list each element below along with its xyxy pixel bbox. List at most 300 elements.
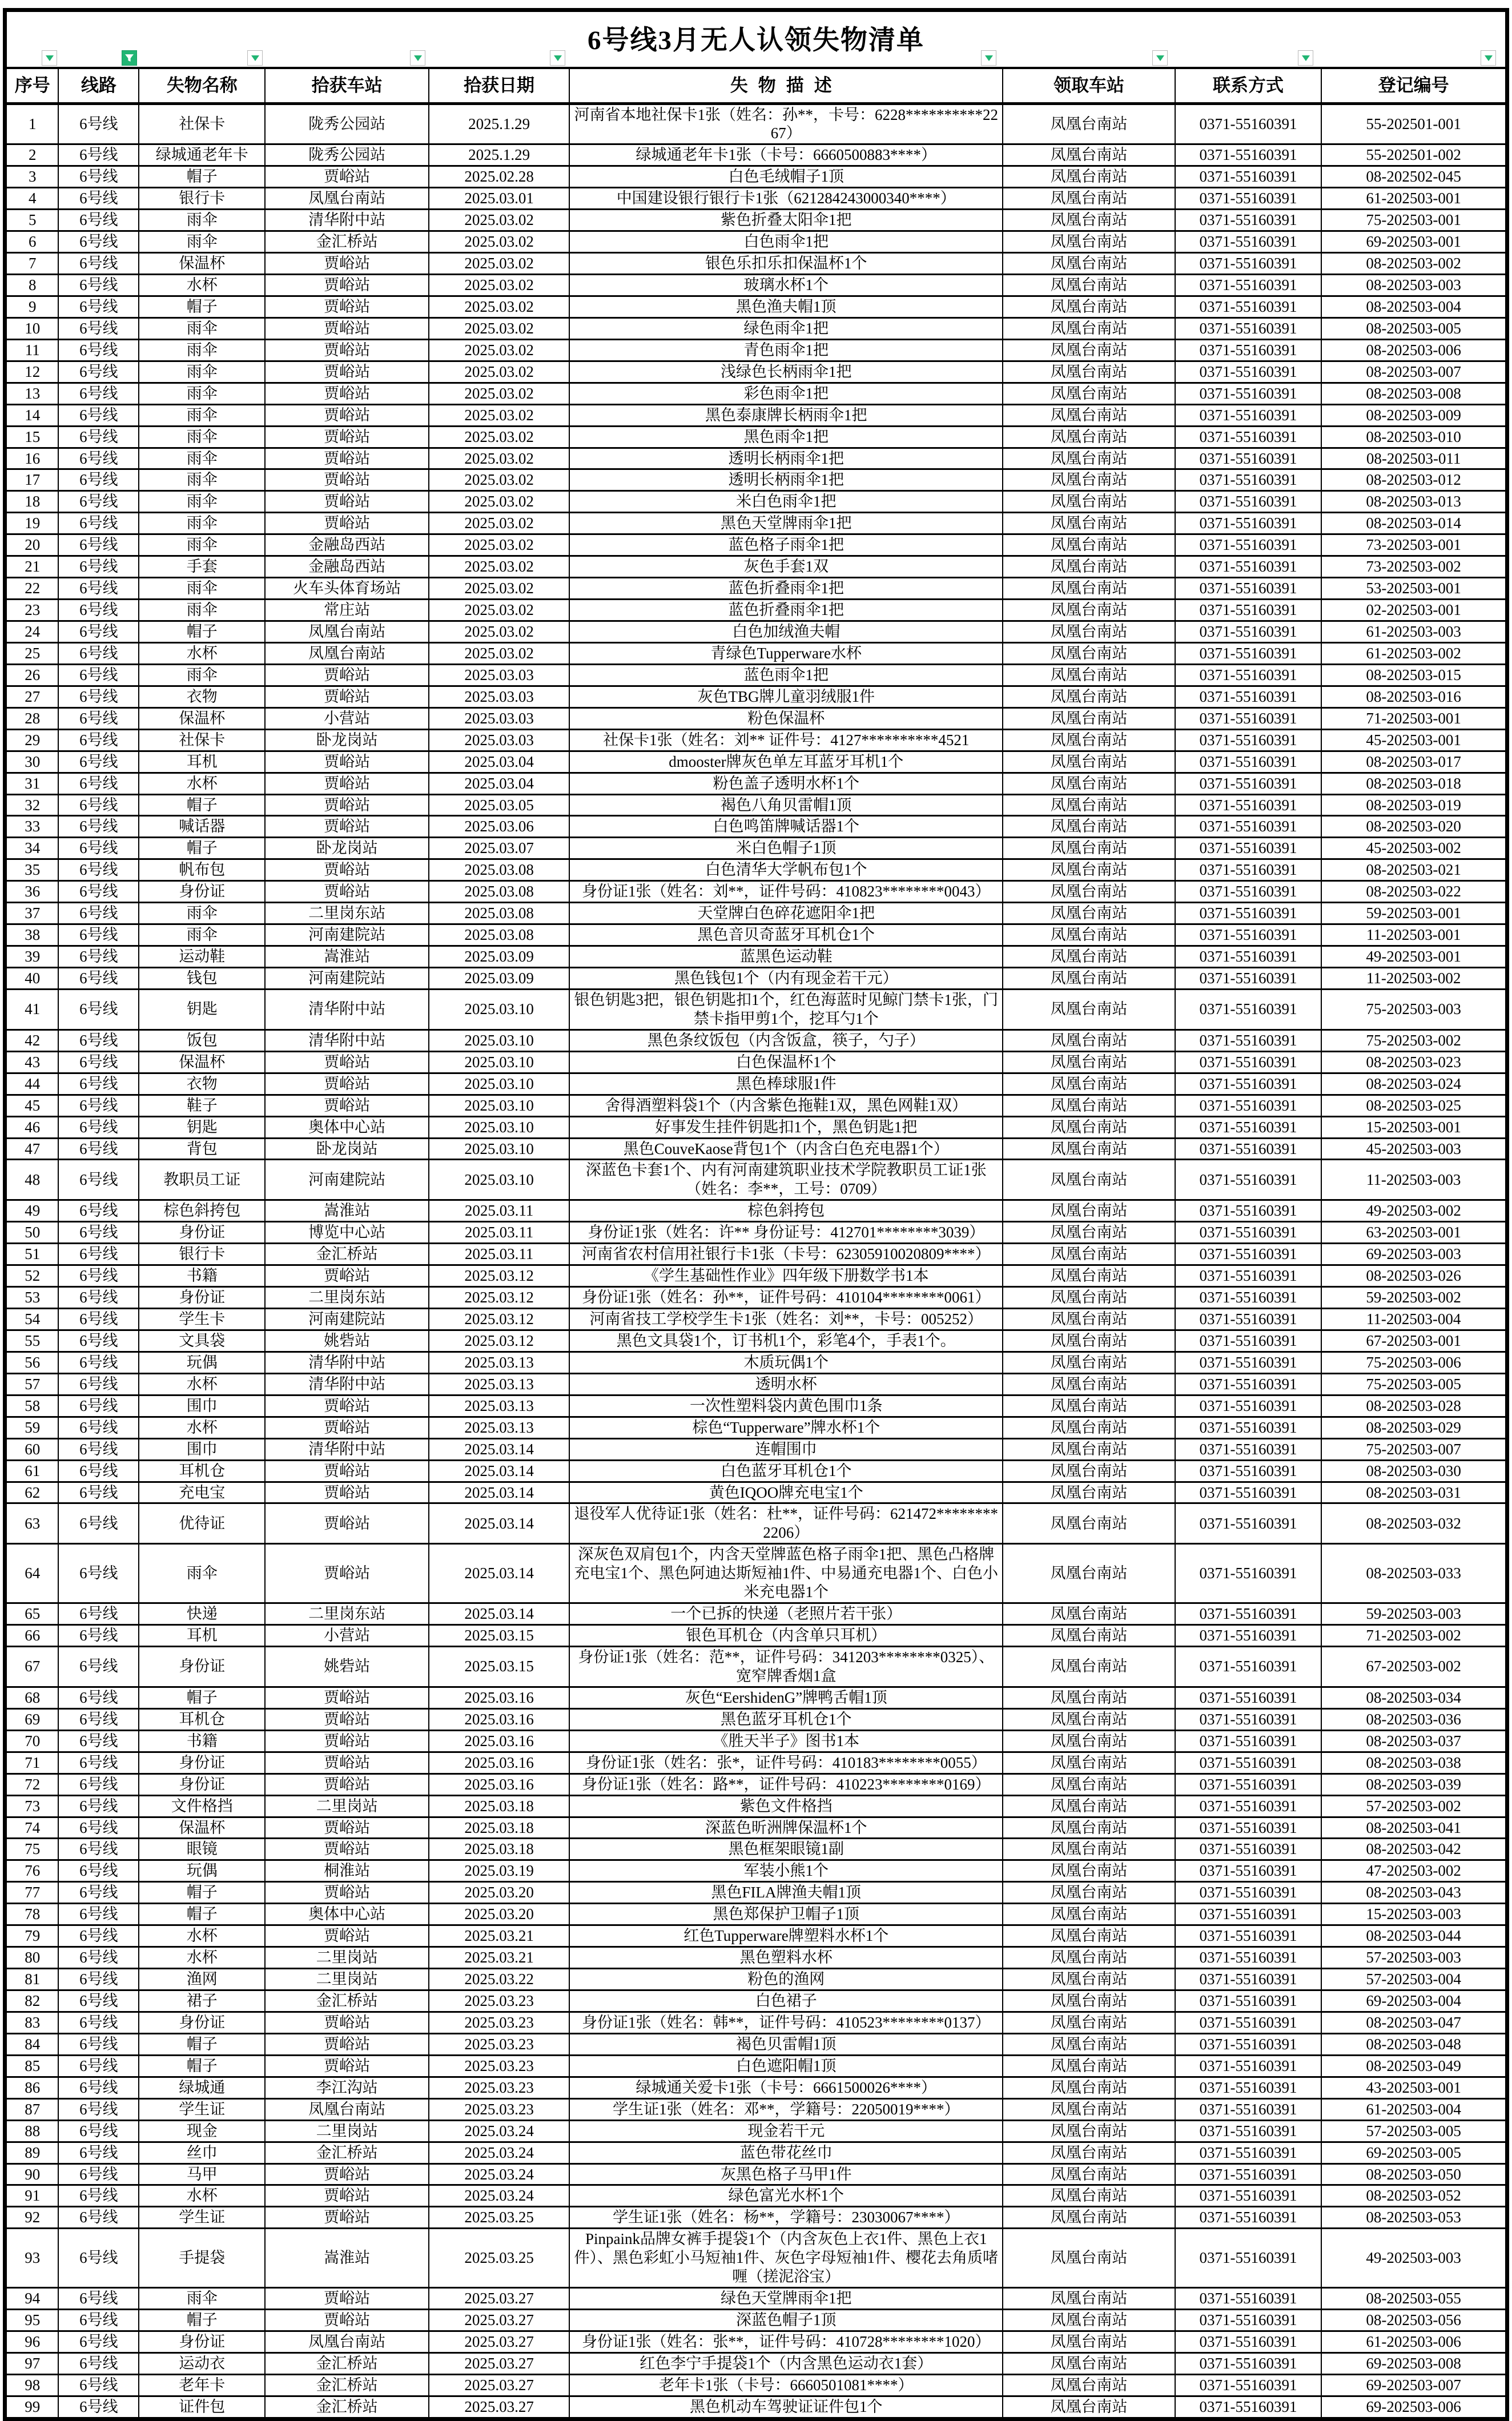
cell-date[interactable]: 2025.03.27 <box>429 2288 569 2310</box>
cell-contact[interactable]: 0371-55160391 <box>1175 621 1321 643</box>
cell-line[interactable]: 6号线 <box>58 383 139 404</box>
cell-seq[interactable]: 29 <box>7 729 58 751</box>
cell-date[interactable]: 2025.03.03 <box>429 729 569 751</box>
cell-station[interactable]: 贾峪站 <box>265 1708 429 1730</box>
cell-reg[interactable]: 02-202503-001 <box>1321 600 1505 621</box>
cell-date[interactable]: 2025.03.24 <box>429 2185 569 2207</box>
cell-line[interactable]: 6号线 <box>58 1687 139 1708</box>
cell-contact[interactable]: 0371-55160391 <box>1175 1904 1321 1925</box>
cell-line[interactable]: 6号线 <box>58 534 139 556</box>
cell-station[interactable]: 奥体中心站 <box>265 1116 429 1138</box>
cell-item[interactable]: 雨伞 <box>139 339 265 361</box>
cell-item[interactable]: 身份证 <box>139 2012 265 2033</box>
cell-claim[interactable]: 凤凰台南站 <box>1003 2374 1175 2396</box>
cell-contact[interactable]: 0371-55160391 <box>1175 1051 1321 1073</box>
cell-station[interactable]: 贾峪站 <box>265 339 429 361</box>
cell-item[interactable]: 帆布包 <box>139 859 265 881</box>
cell-contact[interactable]: 0371-55160391 <box>1175 1482 1321 1503</box>
cell-desc[interactable]: 黑色框架眼镜1副 <box>569 1839 1003 1860</box>
cell-date[interactable]: 2025.03.27 <box>429 2352 569 2374</box>
cell-claim[interactable]: 凤凰台南站 <box>1003 1647 1175 1687</box>
cell-seq[interactable]: 47 <box>7 1138 58 1160</box>
cell-seq[interactable]: 37 <box>7 903 58 924</box>
cell-date[interactable]: 2025.03.13 <box>429 1352 569 1373</box>
cell-claim[interactable]: 凤凰台南站 <box>1003 491 1175 513</box>
cell-line[interactable]: 6号线 <box>58 2120 139 2142</box>
cell-item[interactable]: 帽子 <box>139 838 265 859</box>
cell-station[interactable]: 清华附中站 <box>265 989 429 1029</box>
cell-station[interactable]: 贾峪站 <box>265 1482 429 1503</box>
cell-seq[interactable]: 11 <box>7 339 58 361</box>
cell-reg[interactable]: 69-202503-007 <box>1321 2374 1505 2396</box>
cell-seq[interactable]: 84 <box>7 2033 58 2055</box>
cell-date[interactable]: 2025.03.02 <box>429 600 569 621</box>
cell-reg[interactable]: 08-202503-023 <box>1321 1051 1505 1073</box>
cell-claim[interactable]: 凤凰台南站 <box>1003 2077 1175 2098</box>
cell-date[interactable]: 2025.03.11 <box>429 1222 569 1244</box>
cell-desc[interactable]: 现金若干元 <box>569 2120 1003 2142</box>
filter-funnel-icon[interactable] <box>122 50 137 66</box>
cell-station[interactable]: 贾峪站 <box>265 2185 429 2207</box>
cell-item[interactable]: 水杯 <box>139 642 265 664</box>
cell-item[interactable]: 雨伞 <box>139 534 265 556</box>
cell-reg[interactable]: 11-202503-004 <box>1321 1309 1505 1330</box>
cell-reg[interactable]: 71-202503-001 <box>1321 707 1505 729</box>
cell-date[interactable]: 2025.03.08 <box>429 924 569 946</box>
cell-seq[interactable]: 89 <box>7 2142 58 2163</box>
cell-desc[interactable]: 蓝色带花丝巾 <box>569 2142 1003 2163</box>
cell-line[interactable]: 6号线 <box>58 1860 139 1882</box>
cell-item[interactable]: 银行卡 <box>139 188 265 210</box>
cell-contact[interactable]: 0371-55160391 <box>1175 1817 1321 1839</box>
cell-date[interactable]: 2025.03.15 <box>429 1625 569 1647</box>
cell-date[interactable]: 2025.03.02 <box>429 361 569 383</box>
cell-seq[interactable]: 43 <box>7 1051 58 1073</box>
cell-station[interactable]: 凤凰台南站 <box>265 642 429 664</box>
cell-claim[interactable]: 凤凰台南站 <box>1003 1990 1175 2012</box>
cell-reg[interactable]: 45-202503-003 <box>1321 1138 1505 1160</box>
cell-station[interactable]: 贾峪站 <box>265 448 429 469</box>
cell-contact[interactable]: 0371-55160391 <box>1175 491 1321 513</box>
cell-station[interactable]: 贾峪站 <box>265 1051 429 1073</box>
cell-claim[interactable]: 凤凰台南站 <box>1003 707 1175 729</box>
cell-item[interactable]: 帽子 <box>139 166 265 188</box>
cell-line[interactable]: 6号线 <box>58 989 139 1029</box>
column-header-station[interactable]: 拾获车站 <box>265 69 429 103</box>
cell-station[interactable]: 河南建院站 <box>265 924 429 946</box>
cell-seq[interactable]: 52 <box>7 1265 58 1287</box>
cell-desc[interactable]: 社保卡1张（姓名：刘** 证件号：4127**********4521 <box>569 729 1003 751</box>
cell-line[interactable]: 6号线 <box>58 2098 139 2120</box>
cell-line[interactable]: 6号线 <box>58 1817 139 1839</box>
cell-station[interactable]: 金汇桥站 <box>265 1244 429 1265</box>
cell-contact[interactable]: 0371-55160391 <box>1175 1309 1321 1330</box>
cell-item[interactable]: 帽子 <box>139 621 265 643</box>
cell-seq[interactable]: 65 <box>7 1603 58 1625</box>
cell-item[interactable]: 喊话器 <box>139 816 265 838</box>
cell-line[interactable]: 6号线 <box>58 2310 139 2331</box>
cell-seq[interactable]: 31 <box>7 773 58 794</box>
cell-reg[interactable]: 11-202503-003 <box>1321 1160 1505 1200</box>
cell-line[interactable]: 6号线 <box>58 1947 139 1969</box>
cell-station[interactable]: 奥体中心站 <box>265 1904 429 1925</box>
cell-contact[interactable]: 0371-55160391 <box>1175 664 1321 686</box>
cell-claim[interactable]: 凤凰台南站 <box>1003 1773 1175 1795</box>
cell-item[interactable]: 帽子 <box>139 296 265 317</box>
cell-item[interactable]: 钥匙 <box>139 989 265 1029</box>
cell-line[interactable]: 6号线 <box>58 2055 139 2077</box>
cell-item[interactable]: 雨伞 <box>139 2288 265 2310</box>
cell-desc[interactable]: 银色乐扣乐扣保温杯1个 <box>569 253 1003 275</box>
cell-line[interactable]: 6号线 <box>58 2331 139 2353</box>
cell-date[interactable]: 2025.03.08 <box>429 903 569 924</box>
cell-desc[interactable]: 黄色IQOO牌充电宝1个 <box>569 1482 1003 1503</box>
cell-item[interactable]: 围巾 <box>139 1395 265 1417</box>
cell-reg[interactable]: 08-202503-032 <box>1321 1503 1505 1544</box>
cell-reg[interactable]: 75-202503-003 <box>1321 989 1505 1029</box>
column-header-desc[interactable]: 失物描述 <box>569 69 1003 103</box>
cell-seq[interactable]: 62 <box>7 1482 58 1503</box>
cell-contact[interactable]: 0371-55160391 <box>1175 903 1321 924</box>
cell-station[interactable]: 火车头体育场站 <box>265 578 429 600</box>
cell-item[interactable]: 钥匙 <box>139 1116 265 1138</box>
cell-reg[interactable]: 61-202503-002 <box>1321 642 1505 664</box>
cell-item[interactable]: 身份证 <box>139 1647 265 1687</box>
cell-claim[interactable]: 凤凰台南站 <box>1003 513 1175 534</box>
cell-item[interactable]: 雨伞 <box>139 1544 265 1603</box>
cell-contact[interactable]: 0371-55160391 <box>1175 1882 1321 1904</box>
cell-item[interactable]: 身份证 <box>139 2331 265 2353</box>
cell-contact[interactable]: 0371-55160391 <box>1175 816 1321 838</box>
cell-claim[interactable]: 凤凰台南站 <box>1003 1925 1175 1947</box>
cell-claim[interactable]: 凤凰台南站 <box>1003 729 1175 751</box>
cell-claim[interactable]: 凤凰台南站 <box>1003 166 1175 188</box>
cell-line[interactable]: 6号线 <box>58 1708 139 1730</box>
cell-contact[interactable]: 0371-55160391 <box>1175 1222 1321 1244</box>
cell-date[interactable]: 2025.02.28 <box>429 166 569 188</box>
cell-date[interactable]: 2025.03.23 <box>429 2077 569 2098</box>
cell-claim[interactable]: 凤凰台南站 <box>1003 1839 1175 1860</box>
cell-date[interactable]: 2025.03.02 <box>429 448 569 469</box>
cell-claim[interactable]: 凤凰台南站 <box>1003 2142 1175 2163</box>
cell-desc[interactable]: 身份证1张（姓名：许** 身份证号：412701********3039） <box>569 1222 1003 1244</box>
cell-desc[interactable]: 透明长柄雨伞1把 <box>569 448 1003 469</box>
cell-desc[interactable]: 米白色帽子1顶 <box>569 838 1003 859</box>
cell-seq[interactable]: 9 <box>7 296 58 317</box>
cell-contact[interactable]: 0371-55160391 <box>1175 1460 1321 1482</box>
cell-line[interactable]: 6号线 <box>58 1417 139 1438</box>
cell-claim[interactable]: 凤凰台南站 <box>1003 2055 1175 2077</box>
cell-reg[interactable]: 08-202503-020 <box>1321 816 1505 838</box>
cell-claim[interactable]: 凤凰台南站 <box>1003 2396 1175 2416</box>
cell-contact[interactable]: 0371-55160391 <box>1175 383 1321 404</box>
cell-reg[interactable]: 08-202503-043 <box>1321 1882 1505 1904</box>
cell-reg[interactable]: 63-202503-001 <box>1321 1222 1505 1244</box>
cell-reg[interactable]: 73-202503-001 <box>1321 534 1505 556</box>
cell-station[interactable]: 凤凰台南站 <box>265 188 429 210</box>
cell-contact[interactable]: 0371-55160391 <box>1175 773 1321 794</box>
column-header-reg[interactable]: 登记编号 <box>1321 69 1505 103</box>
cell-desc[interactable]: 蓝色折叠雨伞1把 <box>569 578 1003 600</box>
cell-date[interactable]: 2025.03.16 <box>429 1687 569 1708</box>
cell-desc[interactable]: 河南省农村信用社银行卡1张（卡号：62305910020809****） <box>569 1244 1003 1265</box>
cell-item[interactable]: 雨伞 <box>139 404 265 426</box>
cell-date[interactable]: 2025.03.23 <box>429 2033 569 2055</box>
cell-claim[interactable]: 凤凰台南站 <box>1003 2098 1175 2120</box>
cell-station[interactable]: 贾峪站 <box>265 881 429 903</box>
cell-line[interactable]: 6号线 <box>58 1160 139 1200</box>
cell-seq[interactable]: 86 <box>7 2077 58 2098</box>
cell-desc[interactable]: 深蓝色卡套1个、内有河南建筑职业技术学院教职员工证1张（姓名：李**，工号：0709） <box>569 1160 1003 1200</box>
cell-desc[interactable]: 黑色条纹饭包（内含饭盒，筷子，勺子） <box>569 1029 1003 1051</box>
cell-seq[interactable]: 17 <box>7 469 58 491</box>
cell-item[interactable]: 棕色斜挎包 <box>139 1200 265 1222</box>
cell-station[interactable]: 金汇桥站 <box>265 2374 429 2396</box>
cell-date[interactable]: 2025.03.06 <box>429 816 569 838</box>
cell-desc[interactable]: 身份证1张（姓名：范**，证件号码：341203********0325）、宽窄牌香烟1盒 <box>569 1647 1003 1687</box>
cell-reg[interactable]: 59-202503-003 <box>1321 1603 1505 1625</box>
cell-contact[interactable]: 0371-55160391 <box>1175 1603 1321 1625</box>
cell-line[interactable]: 6号线 <box>58 621 139 643</box>
cell-line[interactable]: 6号线 <box>58 1073 139 1095</box>
cell-station[interactable]: 金融岛西站 <box>265 556 429 578</box>
cell-desc[interactable]: 黑色机动车驾驶证证件包1个 <box>569 2396 1003 2416</box>
cell-claim[interactable]: 凤凰台南站 <box>1003 773 1175 794</box>
cell-seq[interactable]: 22 <box>7 578 58 600</box>
cell-desc[interactable]: 连帽围巾 <box>569 1438 1003 1460</box>
cell-desc[interactable]: 《学生基础性作业》四年级下册数学书1本 <box>569 1265 1003 1287</box>
cell-seq[interactable]: 44 <box>7 1073 58 1095</box>
cell-desc[interactable]: 白色鸣笛牌喊话器1个 <box>569 816 1003 838</box>
cell-seq[interactable]: 21 <box>7 556 58 578</box>
cell-item[interactable]: 书籍 <box>139 1730 265 1752</box>
cell-reg[interactable]: 08-202503-007 <box>1321 361 1505 383</box>
cell-contact[interactable]: 0371-55160391 <box>1175 707 1321 729</box>
cell-reg[interactable]: 08-202503-055 <box>1321 2288 1505 2310</box>
cell-seq[interactable]: 24 <box>7 621 58 643</box>
cell-station[interactable]: 贾峪站 <box>265 2055 429 2077</box>
cell-item[interactable]: 水杯 <box>139 1925 265 1947</box>
cell-date[interactable]: 2025.03.22 <box>429 1969 569 1990</box>
cell-item[interactable]: 钱包 <box>139 968 265 990</box>
cell-reg[interactable]: 69-202503-001 <box>1321 231 1505 253</box>
cell-reg[interactable]: 08-202503-019 <box>1321 794 1505 816</box>
cell-item[interactable]: 保温杯 <box>139 1051 265 1073</box>
cell-date[interactable]: 2025.03.02 <box>429 231 569 253</box>
cell-station[interactable]: 贾峪站 <box>265 1882 429 1904</box>
cell-line[interactable]: 6号线 <box>58 296 139 317</box>
cell-claim[interactable]: 凤凰台南站 <box>1003 317 1175 339</box>
cell-contact[interactable]: 0371-55160391 <box>1175 1625 1321 1647</box>
cell-contact[interactable]: 0371-55160391 <box>1175 600 1321 621</box>
cell-item[interactable]: 雨伞 <box>139 513 265 534</box>
cell-seq[interactable]: 72 <box>7 1773 58 1795</box>
cell-station[interactable]: 陇秀公园站 <box>265 103 429 144</box>
cell-desc[interactable]: 灰色“EershidenG”牌鸭舌帽1顶 <box>569 1687 1003 1708</box>
cell-contact[interactable]: 0371-55160391 <box>1175 2012 1321 2033</box>
cell-item[interactable]: 水杯 <box>139 773 265 794</box>
cell-desc[interactable]: 深灰色双肩包1个，内含天堂牌蓝色格子雨伞1把、黑色凸格牌充电宝1个、黑色阿迪达斯短袖1件、中易通充电器1个、白色小米充电器1个 <box>569 1544 1003 1603</box>
cell-claim[interactable]: 凤凰台南站 <box>1003 361 1175 383</box>
cell-station[interactable]: 贾峪站 <box>265 361 429 383</box>
cell-contact[interactable]: 0371-55160391 <box>1175 253 1321 275</box>
cell-desc[interactable]: 黑色泰康牌长柄雨伞1把 <box>569 404 1003 426</box>
cell-desc[interactable]: 白色清华大学帆布包1个 <box>569 859 1003 881</box>
cell-claim[interactable]: 凤凰台南站 <box>1003 1817 1175 1839</box>
cell-desc[interactable]: 蓝色折叠雨伞1把 <box>569 600 1003 621</box>
cell-station[interactable]: 贾峪站 <box>265 317 429 339</box>
cell-item[interactable]: 水杯 <box>139 1947 265 1969</box>
cell-item[interactable]: 快递 <box>139 1603 265 1625</box>
cell-date[interactable]: 2025.03.11 <box>429 1244 569 1265</box>
cell-station[interactable]: 姚砦站 <box>265 1330 429 1352</box>
cell-contact[interactable]: 0371-55160391 <box>1175 448 1321 469</box>
cell-date[interactable]: 2025.03.10 <box>429 1116 569 1138</box>
cell-contact[interactable]: 0371-55160391 <box>1175 729 1321 751</box>
cell-item[interactable]: 老年卡 <box>139 2374 265 2396</box>
cell-line[interactable]: 6号线 <box>58 1882 139 1904</box>
cell-item[interactable]: 水杯 <box>139 2185 265 2207</box>
cell-line[interactable]: 6号线 <box>58 2077 139 2098</box>
cell-date[interactable]: 2025.03.25 <box>429 2207 569 2229</box>
cell-desc[interactable]: 黑色郑保护卫帽子1顶 <box>569 1904 1003 1925</box>
column-header-claim[interactable]: 领取车站 <box>1003 69 1175 103</box>
cell-reg[interactable]: 08-202503-029 <box>1321 1417 1505 1438</box>
cell-date[interactable]: 2025.03.23 <box>429 2098 569 2120</box>
cell-seq[interactable]: 4 <box>7 188 58 210</box>
cell-reg[interactable]: 08-202503-013 <box>1321 491 1505 513</box>
cell-desc[interactable]: 黑色FILA牌渔夫帽1顶 <box>569 1882 1003 1904</box>
cell-claim[interactable]: 凤凰台南站 <box>1003 1860 1175 1882</box>
cell-seq[interactable]: 96 <box>7 2331 58 2353</box>
cell-seq[interactable]: 67 <box>7 1647 58 1687</box>
cell-line[interactable]: 6号线 <box>58 2374 139 2396</box>
cell-date[interactable]: 2025.03.18 <box>429 1839 569 1860</box>
cell-station[interactable]: 贾峪站 <box>265 1544 429 1603</box>
cell-item[interactable]: 耳机仓 <box>139 1708 265 1730</box>
cell-station[interactable]: 二里岗站 <box>265 1969 429 1990</box>
cell-desc[interactable]: 白色裙子 <box>569 1990 1003 2012</box>
cell-item[interactable]: 丝巾 <box>139 2142 265 2163</box>
cell-line[interactable]: 6号线 <box>58 166 139 188</box>
cell-claim[interactable]: 凤凰台南站 <box>1003 2288 1175 2310</box>
cell-date[interactable]: 2025.03.21 <box>429 1947 569 1969</box>
cell-date[interactable]: 2025.03.03 <box>429 707 569 729</box>
cell-contact[interactable]: 0371-55160391 <box>1175 317 1321 339</box>
cell-seq[interactable]: 73 <box>7 1795 58 1817</box>
cell-seq[interactable]: 91 <box>7 2185 58 2207</box>
cell-date[interactable]: 2025.03.12 <box>429 1287 569 1309</box>
cell-line[interactable]: 6号线 <box>58 794 139 816</box>
cell-seq[interactable]: 16 <box>7 448 58 469</box>
cell-station[interactable]: 博览中心站 <box>265 1222 429 1244</box>
cell-station[interactable]: 贾峪站 <box>265 1839 429 1860</box>
cell-desc[interactable]: 棕色“Tupperware”牌水杯1个 <box>569 1417 1003 1438</box>
cell-seq[interactable]: 90 <box>7 2163 58 2185</box>
cell-line[interactable]: 6号线 <box>58 513 139 534</box>
cell-reg[interactable]: 08-202503-047 <box>1321 2012 1505 2033</box>
cell-line[interactable]: 6号线 <box>58 1969 139 1990</box>
cell-date[interactable]: 2025.03.14 <box>429 1503 569 1544</box>
cell-contact[interactable]: 0371-55160391 <box>1175 1708 1321 1730</box>
cell-station[interactable]: 贾峪站 <box>265 1687 429 1708</box>
cell-reg[interactable]: 69-202503-008 <box>1321 2352 1505 2374</box>
cell-desc[interactable]: 玻璃水杯1个 <box>569 275 1003 296</box>
cell-contact[interactable]: 0371-55160391 <box>1175 1969 1321 1990</box>
cell-desc[interactable]: 退役军人优待证1张（姓名：杜**，证件号码：621472********2206） <box>569 1503 1003 1544</box>
cell-date[interactable]: 2025.03.16 <box>429 1730 569 1752</box>
cell-item[interactable]: 文件格挡 <box>139 1795 265 1817</box>
cell-seq[interactable]: 57 <box>7 1373 58 1395</box>
cell-station[interactable]: 贾峪站 <box>265 1752 429 1773</box>
cell-seq[interactable]: 54 <box>7 1309 58 1330</box>
cell-station[interactable]: 清华附中站 <box>265 210 429 231</box>
cell-station[interactable]: 清华附中站 <box>265 1373 429 1395</box>
cell-claim[interactable]: 凤凰台南站 <box>1003 1969 1175 1990</box>
cell-claim[interactable]: 凤凰台南站 <box>1003 1752 1175 1773</box>
cell-desc[interactable]: 黑色棒球服1件 <box>569 1073 1003 1095</box>
cell-desc[interactable]: 身份证1张（姓名：刘**，证件号码：410823********0043） <box>569 881 1003 903</box>
cell-item[interactable]: 书籍 <box>139 1265 265 1287</box>
cell-desc[interactable]: 身份证1张（姓名：孙**，证件号码：410104********0061） <box>569 1287 1003 1309</box>
cell-seq[interactable]: 12 <box>7 361 58 383</box>
cell-date[interactable]: 2025.03.02 <box>429 556 569 578</box>
cell-line[interactable]: 6号线 <box>58 1438 139 1460</box>
cell-line[interactable]: 6号线 <box>58 707 139 729</box>
cell-seq[interactable]: 36 <box>7 881 58 903</box>
cell-item[interactable]: 雨伞 <box>139 361 265 383</box>
cell-claim[interactable]: 凤凰台南站 <box>1003 1687 1175 1708</box>
cell-reg[interactable]: 75-202503-002 <box>1321 1029 1505 1051</box>
cell-desc[interactable]: 黑色蓝牙耳机仓1个 <box>569 1708 1003 1730</box>
cell-date[interactable]: 2025.03.12 <box>429 1330 569 1352</box>
cell-item[interactable]: 文具袋 <box>139 1330 265 1352</box>
cell-desc[interactable]: 天堂牌白色碎花遮阳伞1把 <box>569 903 1003 924</box>
cell-claim[interactable]: 凤凰台南站 <box>1003 296 1175 317</box>
cell-reg[interactable]: 45-202503-001 <box>1321 729 1505 751</box>
cell-station[interactable]: 二里岗站 <box>265 1947 429 1969</box>
cell-station[interactable]: 卧龙岗站 <box>265 1138 429 1160</box>
cell-claim[interactable]: 凤凰台南站 <box>1003 2331 1175 2353</box>
cell-desc[interactable]: 粉色的渔网 <box>569 1969 1003 1990</box>
cell-claim[interactable]: 凤凰台南站 <box>1003 2120 1175 2142</box>
cell-station[interactable]: 陇秀公园站 <box>265 144 429 166</box>
cell-station[interactable]: 贾峪站 <box>265 794 429 816</box>
cell-seq[interactable]: 48 <box>7 1160 58 1200</box>
cell-date[interactable]: 2025.03.14 <box>429 1460 569 1482</box>
cell-date[interactable]: 2025.1.29 <box>429 144 569 166</box>
cell-date[interactable]: 2025.03.25 <box>429 2229 569 2288</box>
cell-desc[interactable]: 白色加绒渔夫帽 <box>569 621 1003 643</box>
cell-date[interactable]: 2025.03.15 <box>429 1647 569 1687</box>
cell-reg[interactable]: 47-202503-002 <box>1321 1860 1505 1882</box>
cell-claim[interactable]: 凤凰台南站 <box>1003 1265 1175 1287</box>
cell-contact[interactable]: 0371-55160391 <box>1175 210 1321 231</box>
cell-reg[interactable]: 67-202503-002 <box>1321 1647 1505 1687</box>
cell-claim[interactable]: 凤凰台南站 <box>1003 1904 1175 1925</box>
cell-line[interactable]: 6号线 <box>58 103 139 144</box>
cell-desc[interactable]: 紫色文件格挡 <box>569 1795 1003 1817</box>
cell-claim[interactable]: 凤凰台南站 <box>1003 881 1175 903</box>
cell-seq[interactable]: 35 <box>7 859 58 881</box>
triangle-down-icon[interactable] <box>1481 50 1496 66</box>
cell-claim[interactable]: 凤凰台南站 <box>1003 1330 1175 1352</box>
cell-item[interactable]: 现金 <box>139 2120 265 2142</box>
cell-line[interactable]: 6号线 <box>58 2142 139 2163</box>
cell-seq[interactable]: 34 <box>7 838 58 859</box>
cell-contact[interactable]: 0371-55160391 <box>1175 1160 1321 1200</box>
cell-station[interactable]: 贾峪站 <box>265 1095 429 1116</box>
